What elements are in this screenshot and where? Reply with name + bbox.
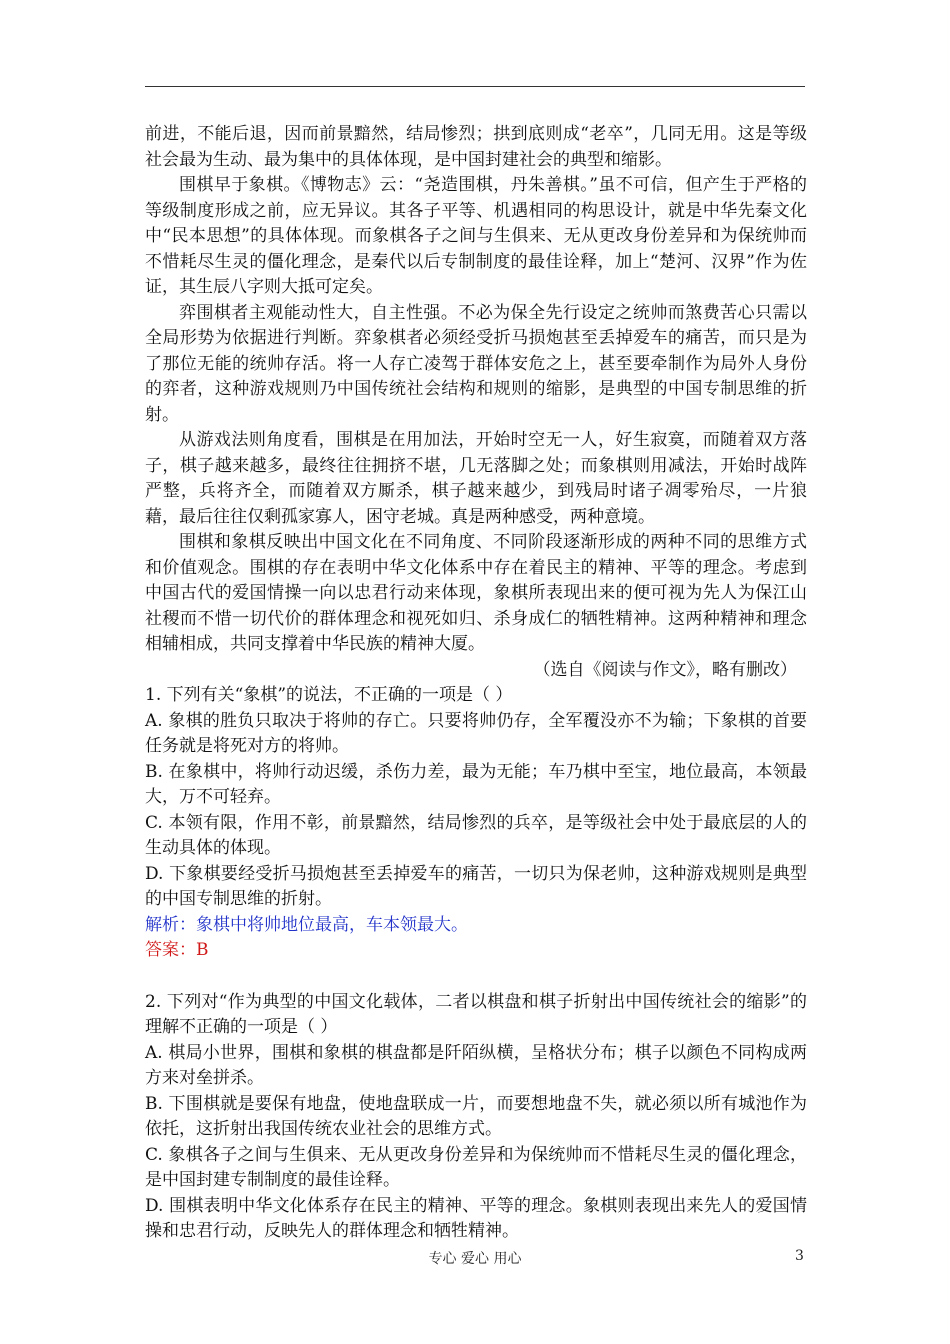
option-c: C. 本领有限，作用不彰，前景黯然，结局惨烈的兵卒，是等级社会中处于最底层的人的生动具体的体现。 [145, 812, 807, 858]
spacer [145, 964, 807, 990]
question-2 [145, 990, 807, 1245]
passage-paragraph-5: 围棋和象棋反映出中国文化在不同角度、不同阶段逐渐形成的两种不同的思维方式和价值观念。围棋的存在表明中华文化体系中存在着民主的精神、平等的理念。考虑到中国古代的爱国情操一向以忠君行动来体现，象棋所表现出来的便可视为先人为保江山社稷而不惜一切代价的群体理念和视死如归、杀身成仁的牺牲精神。这两种精神和理念相辅相成，共同支撑着中华民族的精神大厦。 [145, 532, 807, 654]
option-a: A. 棋局小世界，围棋和象棋的棋盘都是阡陌纵横，呈格状分布；棋子以颜色不同构成两方来对垒拼杀。 [145, 1042, 807, 1088]
option-d: D. 下象棋要经受折马损炮甚至丢掉爱车的痛苦，一切只为保老帅，这种游戏规则是典型的中国专制思维的折射。 [145, 863, 807, 909]
option-b: B. 在象棋中，将帅行动迟缓，杀伤力差，最为无能；车乃棋中至宝，地位最高，本领最大，万不可轻弃。 [145, 761, 807, 807]
passage-paragraph-1: 前进，不能后退，因而前景黯然，结局惨烈；拱到底则成“老卒”，几同无用。这是等级社会最为生动、最为集中的具体体现，是中国封建社会的典型和缩影。 [145, 124, 807, 170]
analysis-text: 解析：象棋中将帅地位最高，车本领最大。 [145, 914, 468, 935]
passage-paragraph-4: 从游戏法则角度看，围棋是在用加法，开始时空无一人，好生寂寞，而随着双方落子，棋子越来越多，最终往往拥挤不堪，几无落脚之处；而象棋则用减法，开始时战阵严整，兵将齐全，而随着双方厮杀，棋子越来越少，到残局时诸子凋零殆尽，一片狼藉，最后往往仅剩孤家寡人，困守老城。真是两种感受，两种意境。 [145, 430, 807, 527]
footer-motto: 专心 爱心 用心 [428, 1251, 522, 1267]
option-b: B. 下围棋就是要保有地盘，使地盘联成一片，而要想地盘不失，就必须以所有城池作为依托，这折射出我国传统农业社会的思维方式。 [145, 1093, 807, 1139]
option-c: C. 象棋各子之间与生俱来、无从更改身份差异和为保统帅而不惜耗尽生灵的僵化理念，是中国封建专制制度的最佳诠释。 [145, 1144, 807, 1190]
passage-paragraph-2: 围棋早于象棋。《博物志》云：“尧造围棋，丹朱善棋。”虽不可信，但产生于严格的等级制度形成之前，应无异议。其各子平等、机遇相同的构思设计，就是中华先秦文化中“民本思想”的具体体现。而象棋各子之间与生俱来、无从更改身份差异和为保统帅而不惜耗尽生灵的僵化理念，是秦代以后专制制度的最佳诠释，加上“楚河、汉界”作为佐证，其生辰八字则大抵可定矣。 [145, 175, 807, 297]
answer-text: 答案：B [145, 940, 209, 960]
question-stem: 1. 下列有关“象棋”的说法，不正确的一项是（ ） [145, 685, 513, 705]
question-stem: 2. 下列对“作为典型的中国文化载体，二者以棋盘和棋子折射出中国传统社会的缩影”的理解不正确的一项是（ ） [145, 991, 807, 1037]
option-a: A. 象棋的胜负只取决于将帅的存亡。只要将帅仍存，全军覆没亦不为输；下象棋的首要任务就是将死对方的将帅。 [145, 710, 807, 756]
option-d: D. 围棋表明中华文化体系存在民主的精神、平等的理念。象棋则表现出来先人的爱国情操和忠君行动，反映先人的群体理念和牺牲精神。 [145, 1195, 807, 1241]
source-note: （选自《阅读与作文》，略有删改） [533, 659, 797, 680]
header-rule [145, 86, 805, 87]
passage-paragraph-3: 弈围棋者主观能动性大，自主性强。不必为保全先行设定之统帅而煞费苦心只需以全局形势为依据进行判断。弈象棋者必须经受折马损炮甚至丢掉爱车的痛苦，而只是为了那位无能的统帅存活。将一人存亡凌驾于群体安危之上，甚至要牵制作为局外人身份的弈者，这种游戏规则乃中国传统社会结构和规则的缩影，是典型的中国专制思维的折射。 [145, 302, 807, 425]
page-body [145, 122, 807, 1245]
page-number: 3 [795, 1248, 804, 1264]
question-1 [145, 683, 807, 964]
